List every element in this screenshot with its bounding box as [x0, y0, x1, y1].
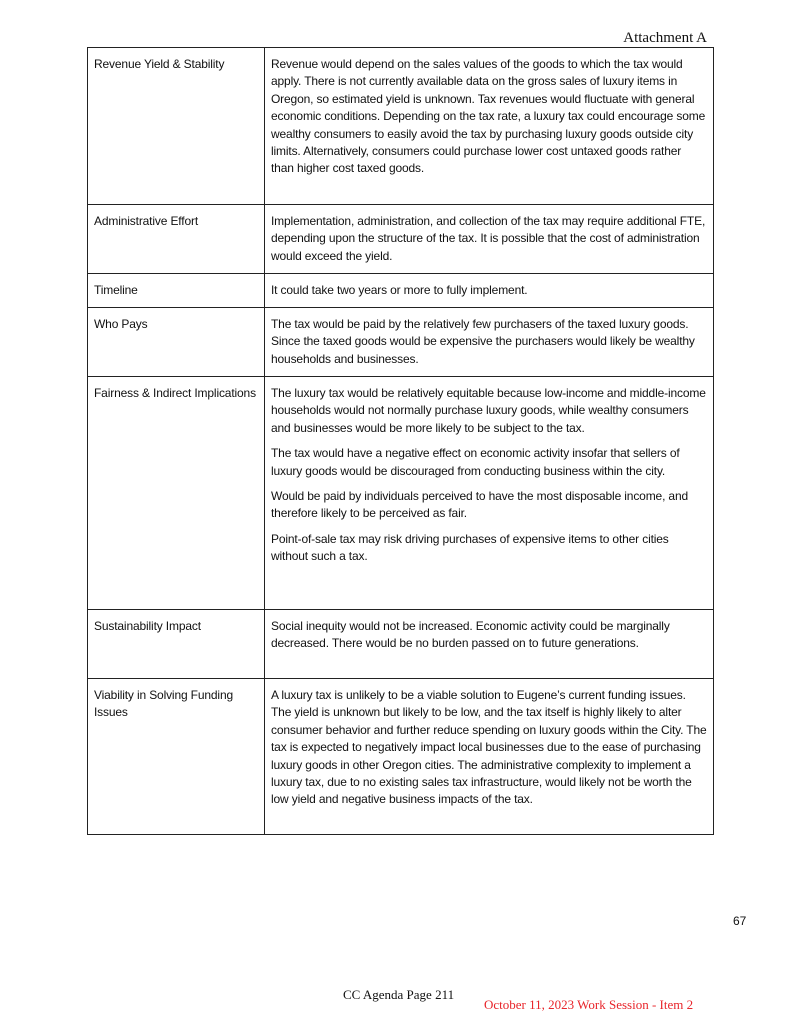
paragraph: Implementation, administration, and collection of the tax may require additional FTE, depending upon the structure of the tax. It is possible that the cost of administration would exceed the yield.: [271, 214, 706, 263]
paragraph: Would be paid by individuals perceived to have the most disposable income, and therefore likely to be perceived as fair.: [271, 489, 689, 521]
paragraph: The tax would have a negative effect on economic activity insofar that sellers of luxury goods would be discouraged from conducting business within the city.: [271, 446, 680, 478]
row-content: [265, 610, 714, 679]
table-row: [88, 610, 714, 679]
paragraph: The tax would be paid by the relatively few purchasers of the taxed luxury goods. Since the taxed goods would be expensive the purchasers would likely be wealthy households and businesses.: [271, 317, 695, 366]
table-row: [88, 205, 714, 274]
table-row: [88, 274, 714, 308]
paragraph: Revenue would depend on the sales values of the goods to which the tax would apply. There is not currently available data on the gross sales of luxury items in Oregon, so estimated yield is unknown. Tax revenues would fluctuate with general economic conditions. Depending on the tax rate, a luxury tax could encourage some wealthy consumers to easily avoid the tax by purchasing luxury goods outside city limits. Alternatively, consumers could purchase lower cost untaxed goods rather than higher cost taxed goods.: [271, 57, 706, 176]
luxury-tax-table: [87, 47, 714, 835]
agenda-page: CC Agenda Page 211: [343, 987, 455, 1002]
table-row: [88, 48, 714, 205]
table-row: [88, 377, 714, 610]
row-content: [265, 205, 714, 274]
row-content: [265, 48, 714, 205]
table-row: [88, 679, 714, 835]
row-content: [265, 377, 714, 610]
row-content: [265, 308, 714, 377]
table-row: [88, 308, 714, 377]
row-label: Fairness & Indirect Implications: [88, 377, 265, 610]
row-label: Sustainability Impact: [88, 610, 265, 679]
row-content: [265, 679, 714, 835]
row-label: Who Pays: [88, 308, 265, 377]
session-label: October 11, 2023 Work Session - Item 2: [484, 997, 694, 1012]
row-label: Administrative Effort: [88, 205, 265, 274]
paragraph: The luxury tax would be relatively equitable because low-income and middle-income households would not normally purchase luxury goods, while wealthy consumers and businesses would be more likely to be subject to the tax.: [271, 386, 706, 435]
page-number: 67: [733, 914, 747, 928]
paragraph: A luxury tax is unlikely to be a viable solution to Eugene’s current funding issues. The yield is unknown but likely to be low, and the tax itself is highly likely to alter consumer behavior and further reduce spending on luxury goods within the City. The tax is expected to negatively impact local businesses due to the ease of purchasing luxury goods in other Oregon cities. The administrative complexity to implement a luxury tax, due to no existing sales tax infrastructure, would likely not be worth the low yield and negative business impacts of the tax.: [271, 688, 707, 807]
row-label: Timeline: [88, 274, 265, 308]
paragraph: Social inequity would not be increased. Economic activity could be marginally decreased. There would be no burden passed on to future generations.: [271, 619, 670, 651]
paragraph: Point-of-sale tax may risk driving purchases of expensive items to other cities without such a tax.: [271, 531, 669, 564]
row-label: Revenue Yield & Stability: [88, 48, 265, 205]
row-content: [265, 274, 714, 308]
attachment-label: Attachment A: [623, 30, 707, 46]
row-label: Viability in Solving Funding Issues: [88, 679, 265, 835]
paragraph: It could take two years or more to fully implement.: [271, 283, 528, 297]
